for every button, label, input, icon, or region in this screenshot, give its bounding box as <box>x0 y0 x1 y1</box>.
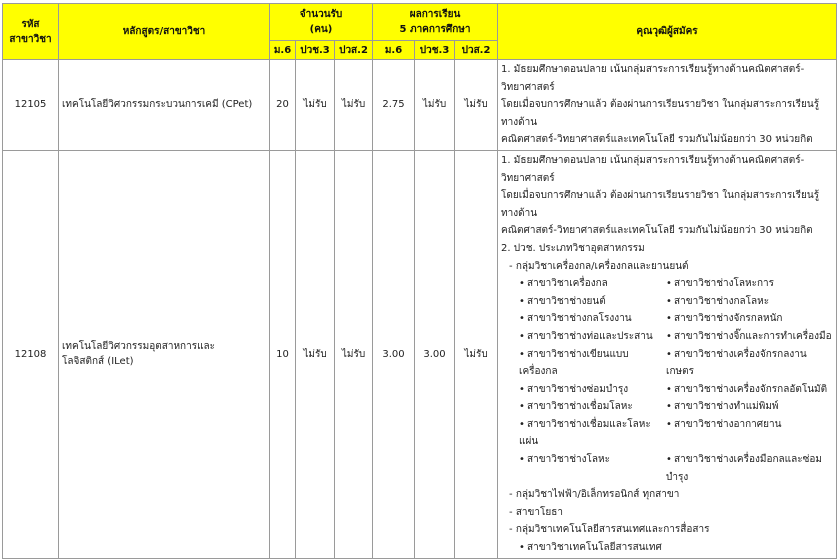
admission-table <box>2 3 837 559</box>
header-capacity: จำนวนรับ (คน) <box>270 4 373 41</box>
row-code: 12108 <box>3 150 59 558</box>
row-program: เทคโนโลยีวิศวกรรมอุตสาหการและ โลจิสติกส์ (ILet) <box>59 150 270 558</box>
subheader-pvc3: ปวช.3 <box>415 41 455 60</box>
branch-item: สาขาวิชาช่างโลหะ <box>527 454 610 466</box>
row-program: เทคโนโลยีวิศวกรรมกระบวนการเคมี (CPet) <box>59 60 270 151</box>
qual-pair: • สาขาวิชาช่างโลหะ • สาขาวิชาช่างเครื่องมือกลและซ่อมบำรุง <box>519 454 822 483</box>
row-qualification <box>498 60 837 151</box>
branch-item: สาขาวิชาช่างทำแม่พิมพ์ <box>674 401 779 413</box>
branch-item: สาขาวิชาช่างเชื่อมและโลหะแผ่น <box>519 418 651 448</box>
qual-pair: • สาขาวิชาช่างเขียนแบบเครื่องกล • สาขาวิชาช่างเครื่องจักรกลงานเกษตร <box>519 348 807 378</box>
branch-item: สาขาวิชาเทคโนโลยีสารสนเทศ <box>527 542 662 554</box>
table-row <box>3 150 837 558</box>
qual-group-mechanical: - กลุ่มวิชาเครื่องกล/เครื่องกลและยานยนต์ <box>509 260 689 272</box>
row-cap-pvs2: ไม่รับ <box>335 150 373 558</box>
branch-item: สาขาวิชาช่างเครื่องมือกลและซ่อมบำรุง <box>666 454 822 483</box>
branch-item: สาขาวิชาช่างซ่อมบำรุง <box>527 383 629 395</box>
row-qualification <box>498 150 837 558</box>
qual-pair: • สาขาวิชาช่างเชื่อมและโลหะแผ่น • สาขาวิชาช่างอากาศยาน <box>519 418 782 448</box>
qual-line: คณิตศาสตร์-วิทยาศาสตร์และเทคโนโลยี รวมกันไม่น้อยกว่า 30 หน่วยกิต <box>501 134 813 146</box>
qual-line: โดยเมื่อจบการศึกษาแล้ว ต้องผ่านการเรียนรายวิชา ในกลุ่มสาระการเรียนรู้ทางด้าน <box>501 99 820 128</box>
qual-pair: • สาขาวิชาช่างซ่อมบำรุง • สาขาวิชาช่างเครื่องจักรกลอัตโนมัติ <box>519 383 828 395</box>
branch-item: สาขาวิชาช่างกลโรงงาน <box>527 313 632 325</box>
row-cap-pvc3: ไม่รับ <box>296 60 335 151</box>
table-row <box>3 60 837 151</box>
subheader-m6: ม.6 <box>373 41 415 60</box>
branch-item: สาขาวิชาช่างเชื่อมโลหะ <box>527 401 633 413</box>
qual-pair: • สาขาวิชาช่างเชื่อมโลหะ • สาขาวิชาช่างทำแม่พิมพ์ <box>519 401 779 413</box>
branch-item: สาขาวิชาช่างจักรกลหนัก <box>674 313 783 325</box>
row-gpa-m6: 2.75 <box>373 60 415 151</box>
row-cap-m6: 10 <box>270 150 296 558</box>
row-gpa-pvs2: ไม่รับ <box>455 60 498 151</box>
qual-pair: • สาขาวิชาเครื่องกล • สาขาวิชาช่างโลหะการ <box>519 278 775 290</box>
qual-line: คณิตศาสตร์-วิทยาศาสตร์และเทคโนโลยี รวมกันไม่น้อยกว่า 30 หน่วยกิต <box>501 225 813 237</box>
row-code: 12105 <box>3 60 59 151</box>
row-gpa-m6: 3.00 <box>373 150 415 558</box>
subheader-m6: ม.6 <box>270 41 296 60</box>
branch-item: สาขาวิชาช่างยนต์ <box>527 295 606 307</box>
branch-item: สาขาวิชาช่างกลโลหะ <box>674 295 770 307</box>
header-program: หลักสูตร/สาขาวิชา <box>59 4 270 60</box>
row-cap-pvc3: ไม่รับ <box>296 150 335 558</box>
qual-group-civil: - สาขาโยธา <box>509 506 563 518</box>
branch-item: สาขาวิชาเครื่องกล <box>527 278 608 290</box>
row-gpa-pvc3: 3.00 <box>415 150 455 558</box>
branch-item: สาขาวิชาช่างเครื่องจักรกลงานเกษตร <box>666 348 807 378</box>
qual-pair: • สาขาวิชาช่างกลโรงงาน • สาขาวิชาช่างจักรกลหนัก <box>519 313 783 325</box>
branch-item: สาขาวิชาช่างเครื่องจักรกลอัตโนมัติ <box>674 383 828 395</box>
branch-item: สาขาวิชาช่างอากาศยาน <box>674 418 782 430</box>
qual-pair: • สาขาวิชาช่างท่อและประสาน • สาขาวิชาช่างจิ๊กและการทำเครื่องมือ <box>519 330 832 342</box>
subheader-pvs2: ปวส.2 <box>455 41 498 60</box>
branch-item: สาขาวิชาช่างเขียนแบบเครื่องกล <box>519 348 629 378</box>
row-gpa-pvc3: ไม่รับ <box>415 60 455 151</box>
row-cap-m6: 20 <box>270 60 296 151</box>
qual-line: 1. มัธยมศึกษาตอนปลาย เน้นกลุ่มสาระการเรียนรู้ทางด้านคณิตศาสตร์-วิทยาศาสตร์ <box>501 64 805 93</box>
branch-item: สาขาวิชาช่างโลหะการ <box>674 278 775 290</box>
qual-group-it: - กลุ่มวิชาเทคโนโลยีสารสนเทศและการสื่อสาร <box>509 524 710 536</box>
subheader-pvs2: ปวส.2 <box>335 41 373 60</box>
qual-line: โดยเมื่อจบการศึกษาแล้ว ต้องผ่านการเรียนรายวิชา ในกลุ่มสาระการเรียนรู้ทางด้าน <box>501 190 820 219</box>
branch-item: สาขาวิชาช่างจิ๊กและการทำเครื่องมือ <box>674 330 832 342</box>
qual-line: 1. มัธยมศึกษาตอนปลาย เน้นกลุ่มสาระการเรียนรู้ทางด้านคณิตศาสตร์-วิทยาศาสตร์ <box>501 154 805 184</box>
row-cap-pvs2: ไม่รับ <box>335 60 373 151</box>
header-code: รหัส สาขาวิชา <box>3 4 59 60</box>
qual-pair: • สาขาวิชาช่างยนต์ • สาขาวิชาช่างกลโลหะ <box>519 295 770 307</box>
branch-item: สาขาวิชาช่างท่อและประสาน <box>527 330 653 342</box>
row-gpa-pvs2: ไม่รับ <box>455 150 498 558</box>
header-qualification: คุณวุฒิผู้สมัคร <box>498 4 837 60</box>
header-gpa: ผลการเรียน 5 ภาคการศึกษา <box>373 4 498 41</box>
qual-it-item: • สาขาวิชาเทคโนโลยีสารสนเทศ <box>501 539 833 557</box>
qual-line: 2. ปวช. ประเภทวิชาอุตสาหกรรม <box>501 242 645 254</box>
subheader-pvc3: ปวช.3 <box>296 41 335 60</box>
qual-group-electrical: - กลุ่มวิชาไฟฟ้า/อิเล็กทรอนิกส์ ทุกสาขา <box>509 489 680 501</box>
